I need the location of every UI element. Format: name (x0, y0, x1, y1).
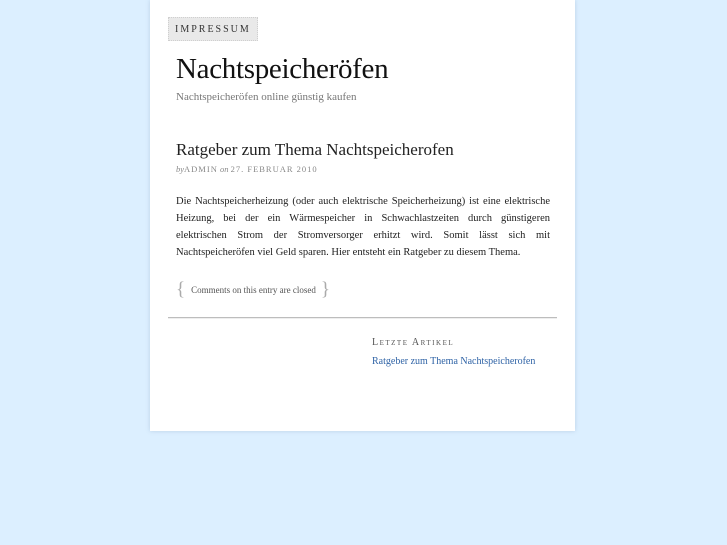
comments-status (176, 279, 330, 301)
site-title[interactable]: Nachtspeicheröfen (176, 53, 389, 85)
comments-closed-text: Comments on this entry are closed (191, 285, 316, 295)
top-nav (168, 17, 258, 41)
close-brace-icon: } (320, 279, 330, 300)
nav-link-impressum[interactable]: IMPRESSUM (175, 23, 251, 35)
post-date: 27. FEBRUAR 2010 (230, 164, 318, 174)
content-divider (168, 317, 557, 319)
open-brace-icon: { (176, 279, 186, 300)
post-meta-by: by (176, 164, 185, 174)
post-meta-on: on (219, 164, 229, 174)
recent-post-link[interactable]: Ratgeber zum Thema Nachtspeicherofen (372, 356, 536, 367)
site-tagline: Nachtspeicheröfen online günstig kaufen (176, 91, 357, 103)
post-title[interactable]: Ratgeber zum Thema Nachtspeicherofen (176, 140, 454, 159)
post-meta (176, 164, 318, 174)
post-body: Die Nachtspeicherheizung (oder auch elektrische Speicherheizung) ist eine elektrische Heizung, bei der ein Wärmespeicher in Schwachlastzeiten durch günstigeren elektrischen Strom der Stromversorger erhitzt wird. Somit lässt sich mit Nachtspeicheröfen viel Geld sparen. Hier entsteht ein Ratgeber zu diesem Thema. (176, 196, 550, 258)
widget-title-recent-posts: Letzte Artikel (372, 337, 455, 348)
post-author[interactable]: ADMIN (184, 164, 218, 174)
page-container (150, 0, 575, 431)
